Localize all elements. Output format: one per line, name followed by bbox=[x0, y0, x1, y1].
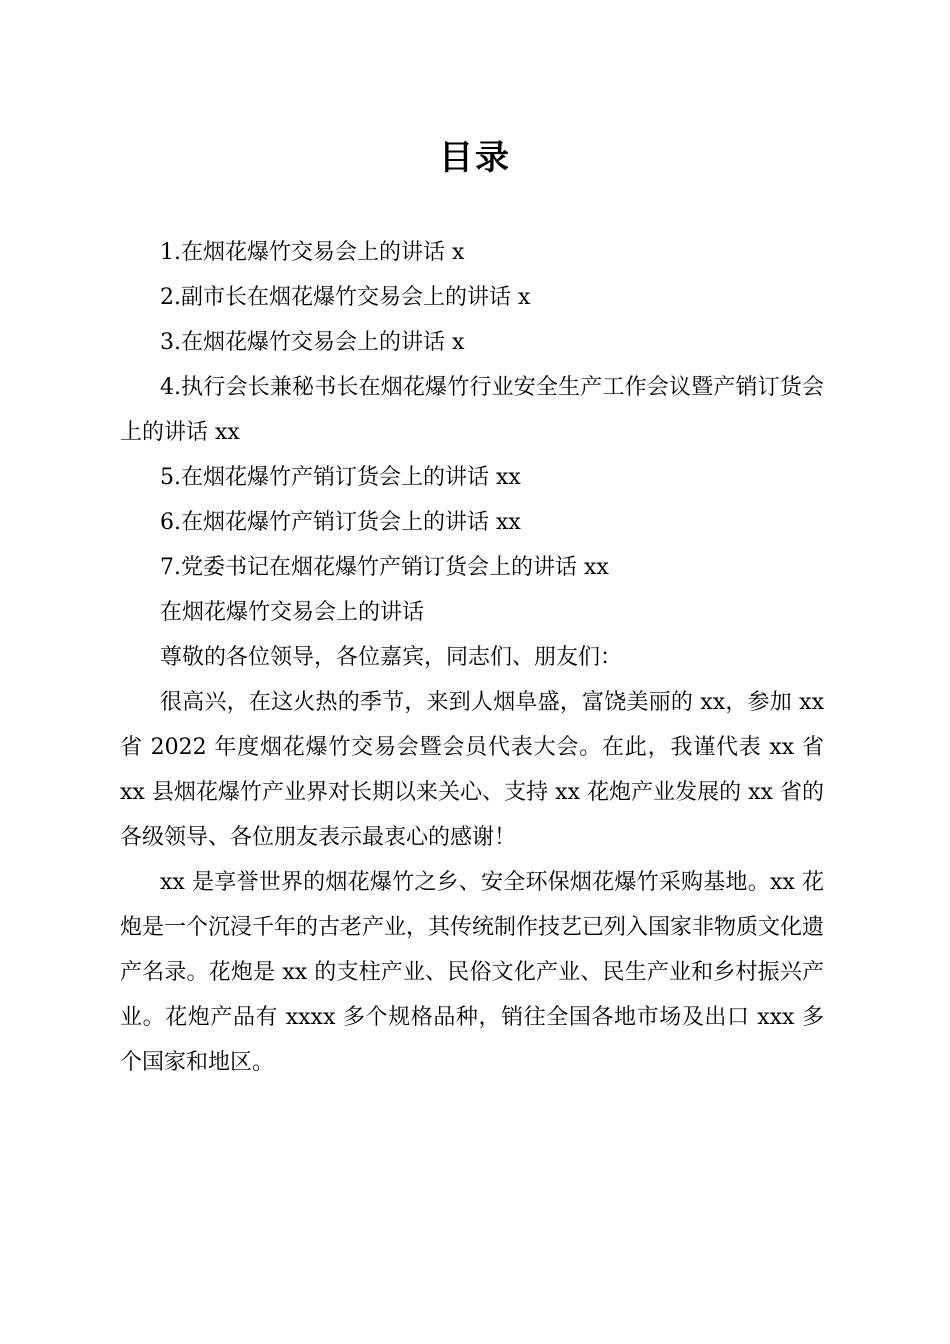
toc-item-7: 7.党委书记在烟花爆竹产销订货会上的讲话 xx bbox=[160, 555, 609, 580]
toc-item-3: 3.在烟花爆竹交易会上的讲话 x bbox=[160, 330, 465, 355]
toc-item-2: 2.副市长在烟花爆竹交易会上的讲话 x bbox=[160, 285, 531, 310]
document-body bbox=[120, 230, 824, 1085]
toc-item-5: 5.在烟花爆竹产销订货会上的讲话 xx bbox=[160, 465, 521, 490]
page-title: 目录 bbox=[439, 138, 511, 178]
salutation: 尊敬的各位领导，各位嘉宾，同志们、朋友们： bbox=[160, 645, 623, 670]
toc-item-1: 1.在烟花爆竹交易会上的讲话 x bbox=[160, 240, 465, 265]
body-paragraph-1: 很高兴，在这火热的季节，来到人烟阜盛，富饶美丽的 xx，参加 xx 省 2022 年度烟花爆竹交易会暨会员代表大会。在此，我谨代表 xx 省 xx 县烟花爆竹产业界对长期以来关心、支持 xx 花炮产业发展的 xx 省的各级领导、各位朋友表示最衷心的感谢！ bbox=[120, 690, 824, 850]
toc-item-6: 6.在烟花爆竹产销订货会上的讲话 xx bbox=[160, 510, 521, 535]
body-paragraph-2: xx 是享誉世界的烟花爆竹之乡、安全环保烟花爆竹采购基地。xx 花炮是一个沉浸千年的古老产业，其传统制作技艺已列入国家非物质文化遗产名录。花炮是 xx 的支柱产业、民俗文化产业、民生产业和乡村振兴产业。花炮产品有 xxxx 多个规格品种，销往全国各地市场及出口 xxx 多个国家和地区。 bbox=[120, 870, 825, 1075]
speech-title: 在烟花爆竹交易会上的讲话 bbox=[160, 600, 425, 625]
toc-item-4: 4.执行会长兼秘书长在烟花爆竹行业安全生产工作会议暨产销订货会上的讲话 xx bbox=[120, 375, 824, 445]
